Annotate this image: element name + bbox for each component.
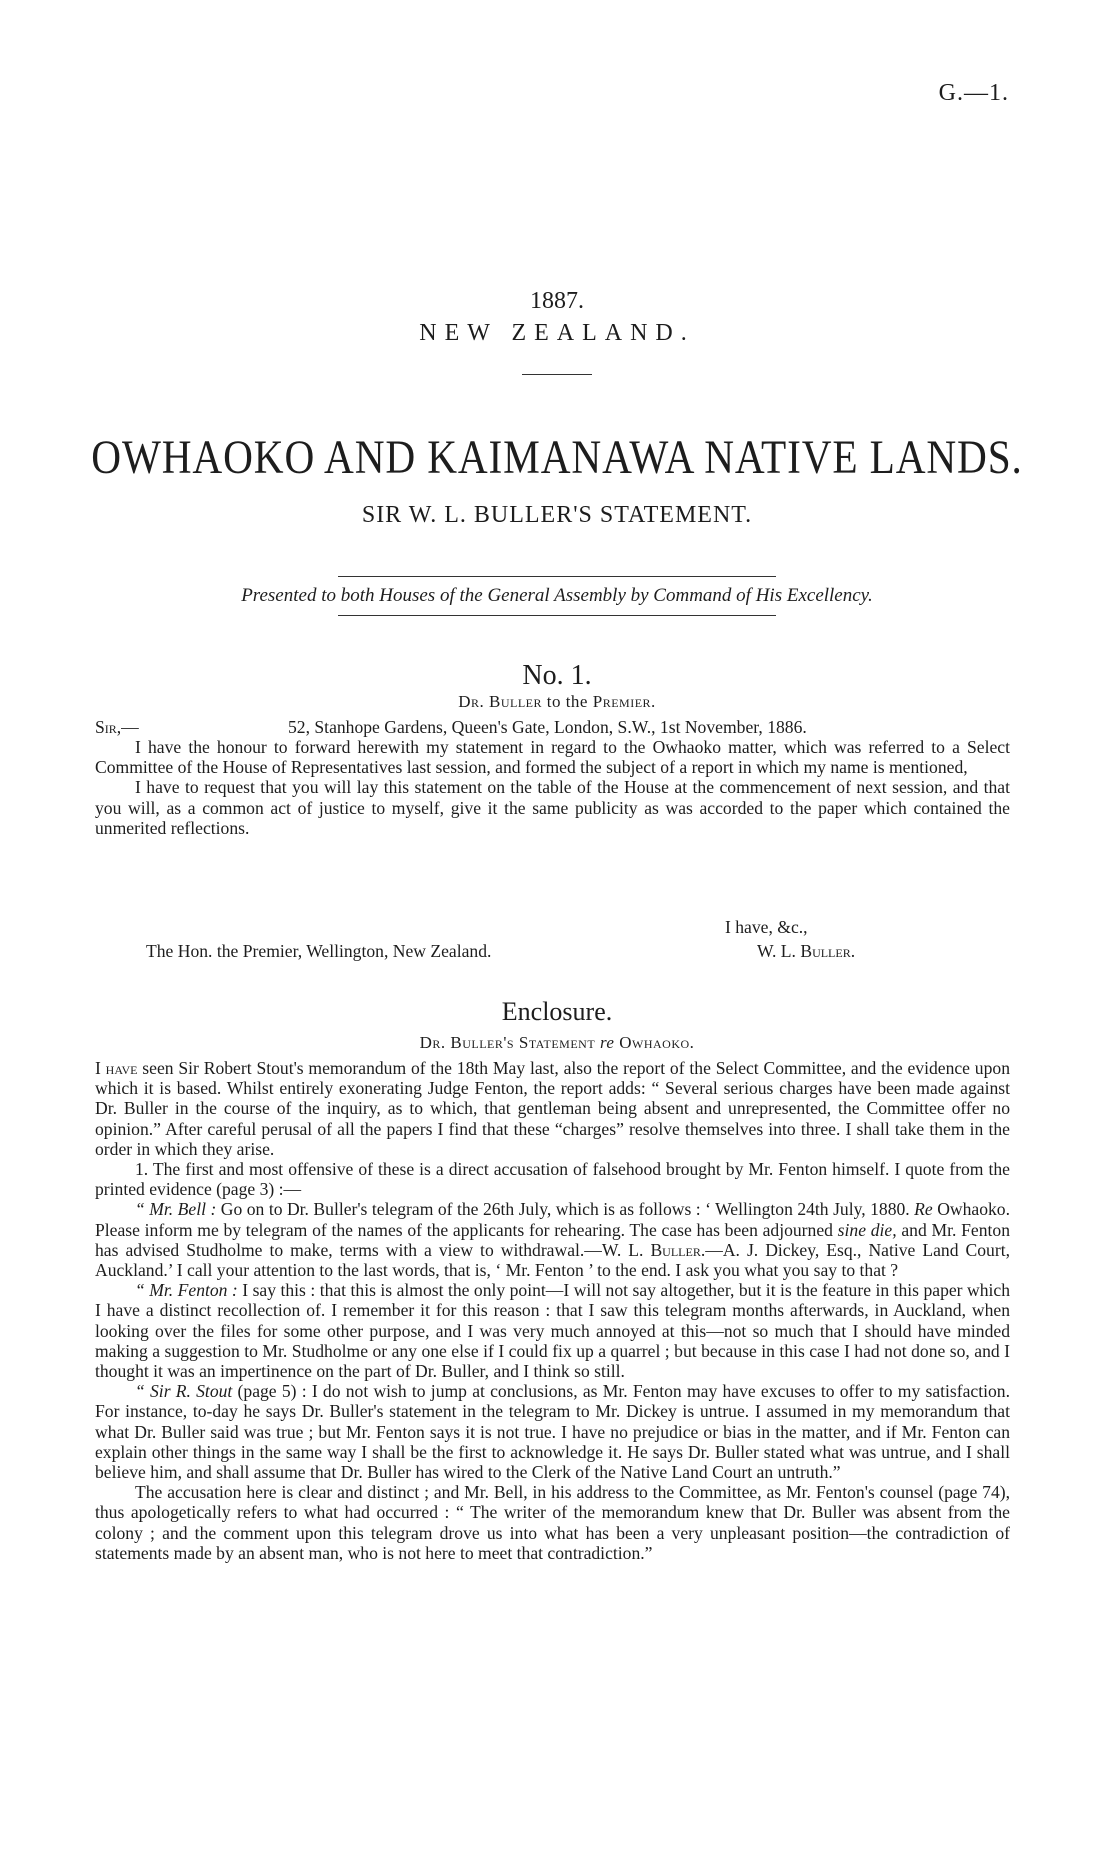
divider-short [522,374,592,375]
addressee: The Hon. the Premier, Wellington, New Zealand. [146,941,492,961]
divider-top [338,576,776,577]
document-title: OWHAOKO AND KAIMANAWA NATIVE LANDS. [91,431,1023,484]
enclosure-paragraph-3: The accusation here is clear and distinct ; and Mr. Bell, in his address to the Committee, as Mr. Fenton's counsel (page 74), thus apologetically refers to what had occurred : “ The writer of the memorandum knew that Dr. Buller was absent from the colony ; and the comment upon this telegram drove us into what has been a very unpleasant position—the contradiction of statements made by an absent man, who is not here to meet that contradiction.” [95,1482,1010,1563]
signature: W. L. Buller. [757,941,856,961]
statement-title-re: re [599,1033,615,1052]
statement-title-b: Owhaoko. [619,1033,695,1052]
presented-line: Presented to both Houses of the General Assembly by Command of His Excellency. [241,585,873,606]
quote-bell-sine-die: sine die, [837,1219,897,1240]
sender-address: 52, Stanhope Gardens, Queen's Gate, London, S.W., 1st November, 1886. [288,717,807,737]
quote-stout-text: (page 5) : I do not wish to jump at conclusions, as Mr. Fenton may have excuses to offer to my satisfaction. For instance, to-day he says Dr. Buller's statement in the telegram to Mr. Dickey is untrue. I assumed in my memorandum that what Dr. Buller said was true ; but Mr. Fenton says it is not true. I have no prejudice or bias in the matter, and if Mr. Fenton can explain other things in the same way I shall be the first to acknowledge it. He says Dr. Buller stated what was untrue, and I shall believe him, and shall assume that Dr. Buller has wired to the Clerk of the Native Land Court an untruth.” [95,1381,1010,1483]
page-reference: G.—1. [938,80,1009,106]
letter-body [95,737,1010,838]
letter-from: Dr. Buller [458,692,542,711]
country: NEW ZEALAND. [419,320,695,346]
quote-bell [95,1199,1010,1280]
quote-fenton-text: I say this : that this is almost the only point—I will not say altogether, but it is the feature in this paper which I have a distinct recollection of. I remember it for this reason : that I saw this telegram months afterwards, in Auckland, when looking over the files for some other purpose, and I was very much annoyed at this—not so much that I should have minded making a suggestion to Mr. Studholme or any one else if I could fix up a quarrel ; but because in this case I had not done so, and I thought it was an impertinence on the part of Dr. Buller, and I think so still. [95,1280,1010,1382]
quote-fenton-speaker: “ Mr. Fenton : [135,1280,238,1301]
statement-title [0,1033,1114,1053]
quote-bell-speaker: “ Mr. Bell : [135,1199,217,1220]
enclosure-body [95,1058,1010,1563]
quote-fenton [95,1280,1010,1381]
quote-bell-buller: Buller [650,1239,701,1260]
enclosure-heading: Enclosure. [501,997,613,1026]
statement-title-a: Dr. Buller's Statement [419,1033,596,1052]
quote-bell-b: Owhaoko. Please inform me by telegram of the names of the applicants for rehearing. The case has been adjourned [95,1199,1011,1240]
quote-bell-re: Re [914,1199,933,1220]
quote-bell-c: and Mr. Fenton has advised Studholme to make, terms with a view to withdrawal.—W. L. [95,1219,1011,1260]
letter-paragraph-2: I have to request that you will lay this statement on the table of the House at the commencement of next session, and that you will, as a common act of justice to myself, give it the same publicity as was accorded to the paper which contained the unmerited reflections. [95,777,1010,838]
closing: I have, &c., [725,917,808,937]
enclosure-paragraph-1-text: seen Sir Robert Stout's memorandum of the 18th May last, also the report of the Select Committee, and the evidence upon which it is based. Whilst entirely exonerating Judge Fenton, the report adds: “ Several serious charges have been made against Dr. Buller in the course of the inquiry, as to which, that gentleman being absent and unrepresented, the Committee offer no opinion.” After careful perusal of all the papers I find that these “charges” resolve themselves into three. I shall take them in the order in which they arise. [95,1058,1010,1159]
divider-bottom [338,615,776,616]
salutation-row [95,717,1010,738]
quote-stout [95,1381,1010,1482]
enclosure-paragraph-1 [95,1058,1010,1159]
drop-lead: I have [95,1058,138,1078]
year: 1887. [530,288,584,314]
letter-paragraph-1: I have the honour to forward herewith my statement in regard to the Owhaoko matter, which was referred to a Select Committee of the House of Representatives last session, and formed the subject of a report in which my name is mentioned, [95,737,1010,778]
enclosure-paragraph-2: 1. The first and most offensive of these is a direct accusation of falsehood brought by Mr. Fenton himself. I quote from the printed evidence (page 3) :— [95,1159,1010,1200]
quote-stout-speaker: “ Sir R. Stout [135,1381,233,1402]
letter-from-to [0,692,1114,712]
letter-to-word: to the [546,692,588,711]
letter-to: Premier. [592,692,656,711]
quote-bell-a: Go on to Dr. Buller's telegram of the 26th July, which is as follows : ‘ Wellington 24th July, 1880. [216,1199,915,1220]
quote-bell-d: .—A. J. Dickey, Esq., Native Land Court, Auckland.’ I call your attention to the last words, that is, ‘ Mr. Fenton ’ to the end. I ask you what you say to that ? [95,1239,1010,1281]
letter-number: No. 1. [522,660,592,691]
document-subtitle: SIR W. L. BULLER'S STATEMENT. [361,502,753,528]
salutation: Sir,— [95,717,139,737]
